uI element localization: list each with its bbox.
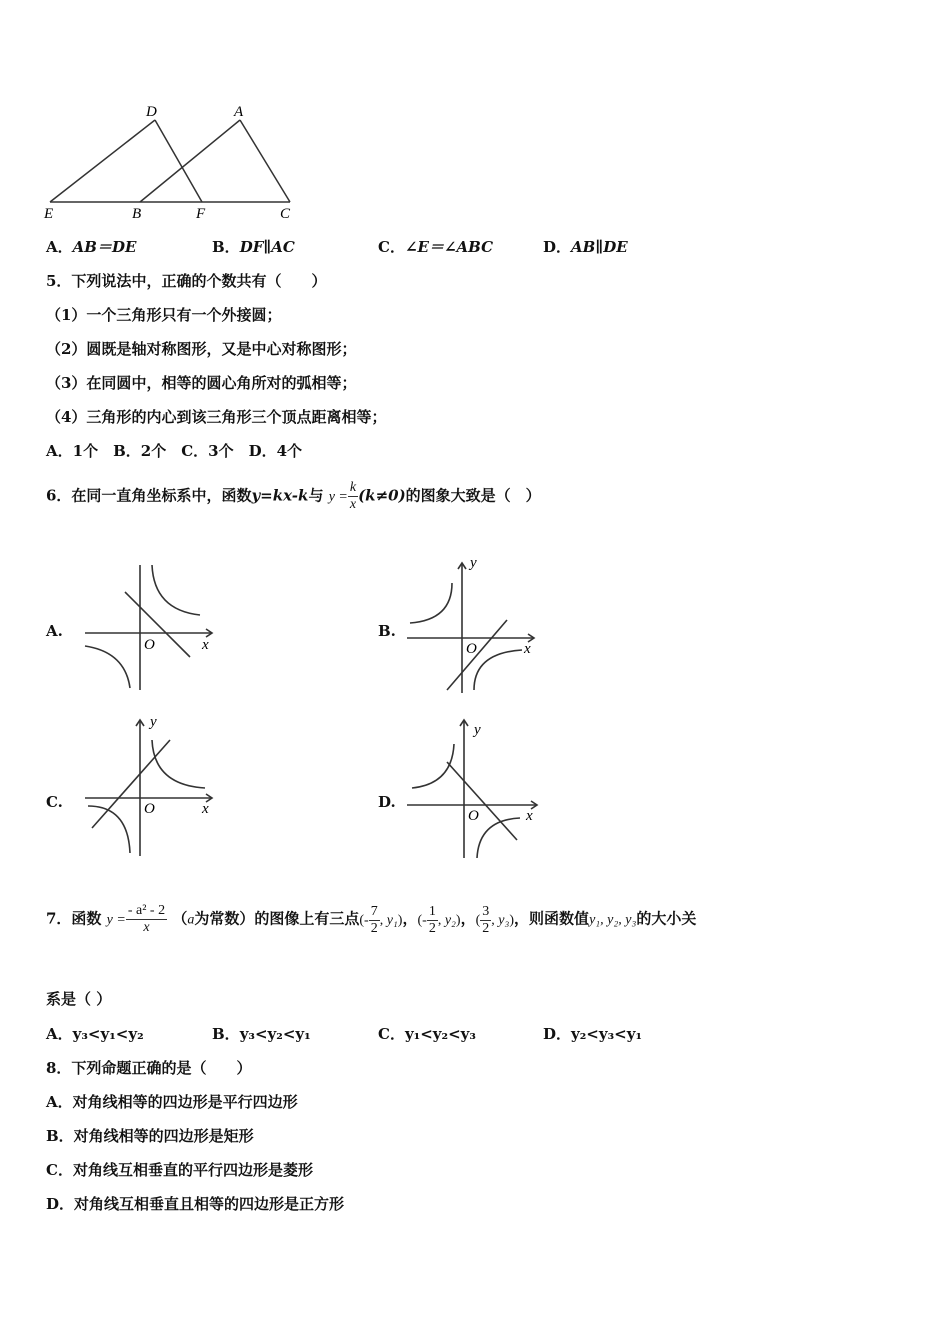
q7-mid: 为常数）的图像上有三点 — [194, 909, 360, 928]
q7-stem-line2: 系是（ ） — [46, 990, 112, 1008]
q8-option-c[interactable]: C．对角线互相垂直的平行四边形是菱形 — [46, 1161, 313, 1179]
q6-func2-lhs: y = — [328, 489, 348, 505]
q5-statement-4: （4）三角形的内心到该三角形三个顶点距离相等； — [46, 408, 387, 426]
x-axis-label: x — [526, 808, 533, 824]
q6-connector: 与 — [308, 486, 324, 505]
fraction-num: - a² - 2 — [127, 903, 166, 918]
q4-option-b[interactable] — [212, 236, 295, 257]
q5-statement-3: （3）在同圆中，相等的圆心角所对的弧相等； — [46, 374, 357, 392]
q6-fraction — [348, 480, 358, 513]
q7-suffix-post: 的大小关 — [636, 909, 697, 928]
comma: ， — [402, 909, 418, 928]
graph-b[interactable] — [402, 555, 552, 697]
label-f: F — [196, 206, 206, 222]
q7-option-c[interactable] — [378, 1023, 476, 1044]
option-letter: C． — [378, 1025, 405, 1043]
origin-label: O — [144, 801, 155, 817]
q7-paren: （ — [172, 909, 188, 928]
origin-label: O — [468, 808, 479, 824]
q5-stem: 5．下列说法中，正确的个数共有（ ） — [46, 272, 327, 290]
option-letter: D． — [543, 1025, 572, 1043]
fraction-den: 2 — [482, 920, 490, 936]
q8-stem: 8．下列命题正确的是（ ） — [46, 1059, 252, 1077]
option-letter: B． — [212, 238, 240, 256]
origin-label: O — [144, 637, 155, 653]
q6-func1: y=kx-k — [251, 486, 309, 505]
option-text: y₃<y₁<y₂ — [72, 1025, 144, 1043]
y-value: y₂ — [444, 912, 456, 928]
fraction-num: 1 — [428, 903, 436, 919]
y-axis-label: y — [470, 555, 477, 571]
q8-option-b[interactable]: B．对角线相等的四边形是矩形 — [46, 1127, 254, 1145]
origin-label: O — [466, 641, 477, 657]
option-text: DF∥AC — [239, 238, 295, 256]
option-letter: C． — [378, 238, 405, 256]
option-text: y₁<y₂<y₃ — [404, 1025, 476, 1043]
q7-suffix-pre: ，则函数值 — [514, 909, 590, 928]
label-a: A — [234, 104, 244, 120]
q8-option-d[interactable]: D．对角线互相垂直且相等的四边形是正方形 — [46, 1195, 345, 1213]
y-axis-label: y — [150, 714, 157, 730]
q4-option-d[interactable] — [543, 236, 628, 257]
q7-func-lhs: y = — [106, 912, 126, 928]
y-value: y₁ — [386, 912, 398, 928]
x-axis-label: x — [202, 801, 209, 817]
q7-a-var: a — [187, 912, 195, 928]
q7-vals: y₁, y₂, y₃ — [589, 912, 637, 928]
q8-option-a[interactable]: A．对角线相等的四边形是平行四边形 — [46, 1093, 298, 1111]
option-letter: A． — [46, 238, 73, 256]
q5-options[interactable]: A．1个 B．2个 C．3个 D．4个 — [46, 442, 303, 460]
q7-point-1: (- $\frac{7}{2}$ , y₁) — [359, 903, 403, 936]
graph-d[interactable] — [402, 712, 552, 862]
label-d: D — [146, 104, 157, 120]
comma: ， — [460, 909, 476, 928]
q4-option-c[interactable] — [378, 236, 493, 257]
q7-fraction — [126, 903, 167, 936]
q6-stem — [46, 480, 541, 513]
fraction-den: x — [349, 497, 357, 512]
fraction-den: 2 — [370, 920, 378, 936]
sign: - — [422, 912, 427, 928]
x-axis-label: x — [524, 641, 531, 657]
graph-d-letter[interactable]: D. — [378, 793, 396, 811]
q7-point-2: (- $\frac{1}{2}$ , y₂) — [417, 903, 461, 936]
option-letter: D． — [543, 238, 572, 256]
graph-a-letter[interactable]: A. — [46, 622, 63, 640]
label-c: C — [280, 206, 291, 222]
q4-option-a[interactable] — [46, 236, 136, 257]
option-text: y₂<y₃<y₁ — [571, 1025, 643, 1043]
label-b: B — [132, 206, 142, 222]
sign: - — [364, 912, 369, 928]
fraction-den: 2 — [428, 920, 436, 936]
option-letter: B． — [212, 1025, 240, 1043]
q7-stem — [46, 903, 696, 937]
q7-option-b[interactable] — [212, 1023, 311, 1044]
option-text: AB＝DE — [72, 238, 137, 256]
graph-a[interactable] — [80, 560, 230, 695]
label-e: E — [44, 206, 54, 222]
triangle-figure — [40, 100, 300, 225]
q7-prefix: 7．函数 — [46, 909, 102, 928]
y-axis-label: y — [474, 722, 481, 738]
q6-prefix: 6．在同一直角坐标系中，函数 — [46, 486, 252, 505]
option-text: AB∥DE — [571, 238, 628, 256]
option-text: y₃<y₂<y₁ — [239, 1025, 311, 1043]
graph-b-letter[interactable]: B. — [378, 622, 396, 640]
q7-option-a[interactable] — [46, 1023, 144, 1044]
q6-cond: (k≠0) — [358, 486, 406, 505]
q5-statement-1: （1）一个三角形只有一个外接圆； — [46, 306, 282, 324]
q7-point-3: ( $\frac{3}{2}$ , y₃) — [475, 903, 515, 936]
option-text: ∠E＝∠ABC — [404, 238, 494, 256]
fraction-den: x — [143, 920, 150, 935]
q5-statement-2: （2）圆既是轴对称图形，又是中心对称图形； — [46, 340, 357, 358]
graph-c-letter[interactable]: C. — [46, 793, 63, 811]
fraction-num: 7 — [370, 903, 378, 919]
fraction-num: k — [349, 480, 357, 495]
q7-option-d[interactable] — [543, 1023, 642, 1044]
y-value: y₃ — [498, 912, 510, 928]
x-axis-label: x — [202, 637, 209, 653]
q6-suffix: 的图象大致是（ ） — [405, 486, 541, 505]
graph-c[interactable] — [80, 710, 230, 860]
fraction-num: 3 — [482, 903, 490, 919]
option-letter: A． — [46, 1025, 73, 1043]
